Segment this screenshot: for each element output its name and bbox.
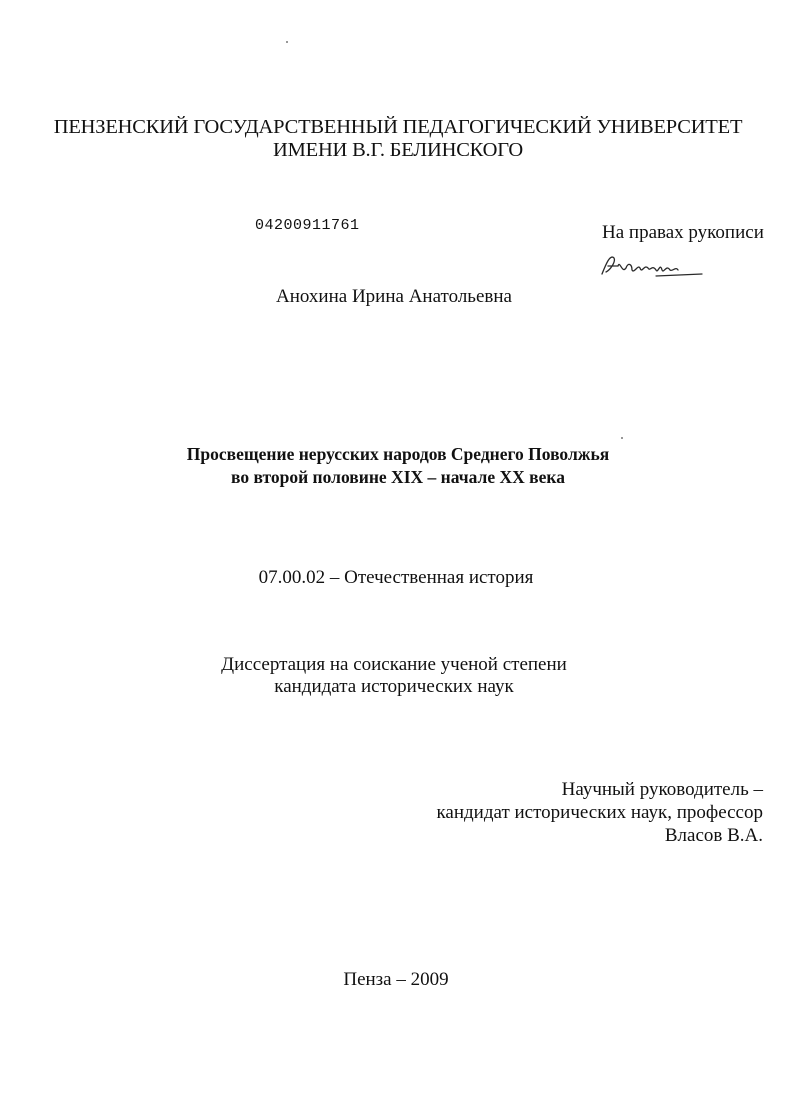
catalog-code: 04200911761 — [255, 217, 360, 234]
supervisor-line-3: Власов В.А. — [664, 825, 763, 846]
scan-speck — [286, 41, 288, 43]
university-name — [0, 116, 796, 162]
degree-statement — [0, 654, 792, 698]
degree-line-1: Диссертация на соискание ученой степени — [221, 654, 567, 675]
dissertation-title-line-2: во второй половине XIX – начале XX века — [231, 467, 565, 487]
signature-drawing — [598, 250, 708, 280]
supervisor-line-1: Научный руководитель – — [561, 779, 763, 800]
university-name-line-1: ПЕНЗЕНСКИЙ ГОСУДАРСТВЕННЫЙ ПЕДАГОГИЧЕСКИЙ УНИВЕРСИТЕТ — [53, 116, 743, 138]
author-name: Анохина Ирина Анатольевна — [276, 286, 512, 307]
supervisor-block — [436, 778, 763, 847]
university-name-line-2: ИМЕНИ В.Г. БЕЛИНСКОГО — [273, 139, 523, 161]
place-year: Пенза – 2009 — [343, 969, 449, 990]
specialty-code: 07.00.02 – Отечественная история — [258, 567, 534, 588]
dissertation-title — [0, 443, 796, 489]
rights-label: На правах рукописи — [602, 222, 764, 243]
supervisor-line-2: кандидат исторических наук, профессор — [436, 802, 763, 823]
degree-line-2: кандидата исторических наук — [274, 676, 514, 697]
dissertation-title-line-1: Просвещение нерусских народов Среднего Поволжья — [186, 444, 610, 464]
scan-speck — [621, 437, 623, 439]
handwritten-signature — [598, 250, 708, 280]
